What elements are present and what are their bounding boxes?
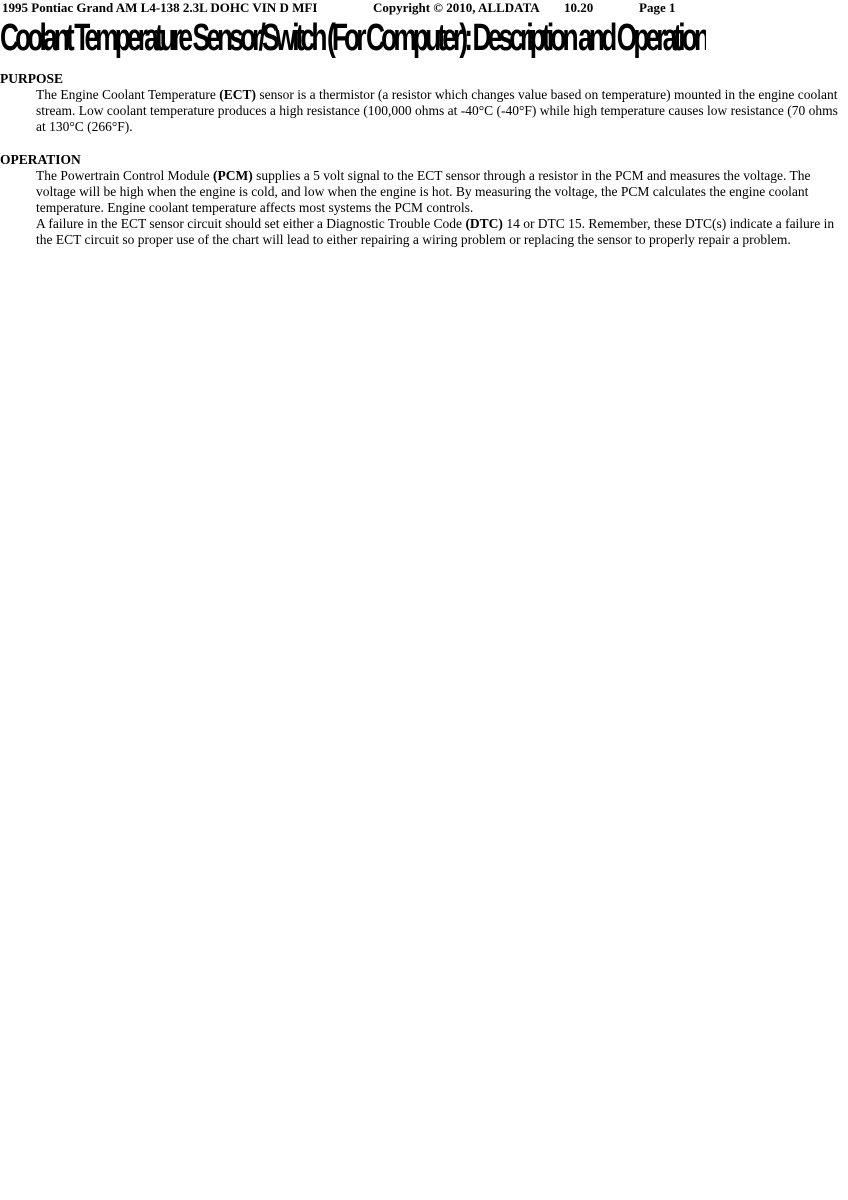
operation-p1-text-1: The Powertrain Control Module <box>36 168 213 183</box>
purpose-bold-ect: (ECT) <box>219 87 256 102</box>
operation-p2-text-2: 14 or DTC 15. Remember, these DTC(s) indicate a failure in the ECT circuit so proper use of the chart will lead to either repairing a wiring problem or replacing the sensor to properly repair a problem. <box>36 216 835 247</box>
document-title: Coolant Temperature Sensor/Switch (For Computer): Description and Operation <box>0 17 706 59</box>
header-vehicle: 1995 Pontiac Grand AM L4-138 2.3L DOHC VIN D MFI <box>2 0 318 15</box>
purpose-text-1: The Engine Coolant Temperature <box>36 87 220 102</box>
header-version: 10.20 <box>564 0 594 15</box>
operation-p1-bold-pcm: (PCM) <box>212 168 253 183</box>
purpose-heading: PURPOSE <box>0 71 64 86</box>
operation-p1-text-2: supplies a 5 volt signal to the ECT sensor through a resistor in the PCM and measures the voltage. The voltage will be high when the engine is cold, and low when the engine is hot. By measuring the voltage, the PCM calculates the engine coolant temperature. Engine coolant temperature affects most systems the PCM controls. <box>36 168 811 215</box>
operation-paragraph-1 <box>36 168 840 216</box>
operation-p2-text-1: A failure in the ECT sensor circuit should set either a Diagnostic Trouble Code <box>36 216 466 231</box>
header-copyright: Copyright © 2010, ALLDATA <box>373 0 540 15</box>
operation-paragraph-2 <box>36 216 840 248</box>
purpose-text-2: sensor is a thermistor (a resistor which changes value based on temperature) mounted in the engine coolant stream. Low coolant temperature produces a high resistance (100,000 ohms at -40°C (-40°F) while high temperature causes low resistance (70 ohms at 130°C (266°F). <box>36 87 838 134</box>
header-page-number: Page 1 <box>639 0 676 15</box>
operation-p2-bold-dtc: (DTC) <box>465 216 503 231</box>
operation-heading: OPERATION <box>0 152 81 167</box>
purpose-paragraph <box>36 87 840 135</box>
